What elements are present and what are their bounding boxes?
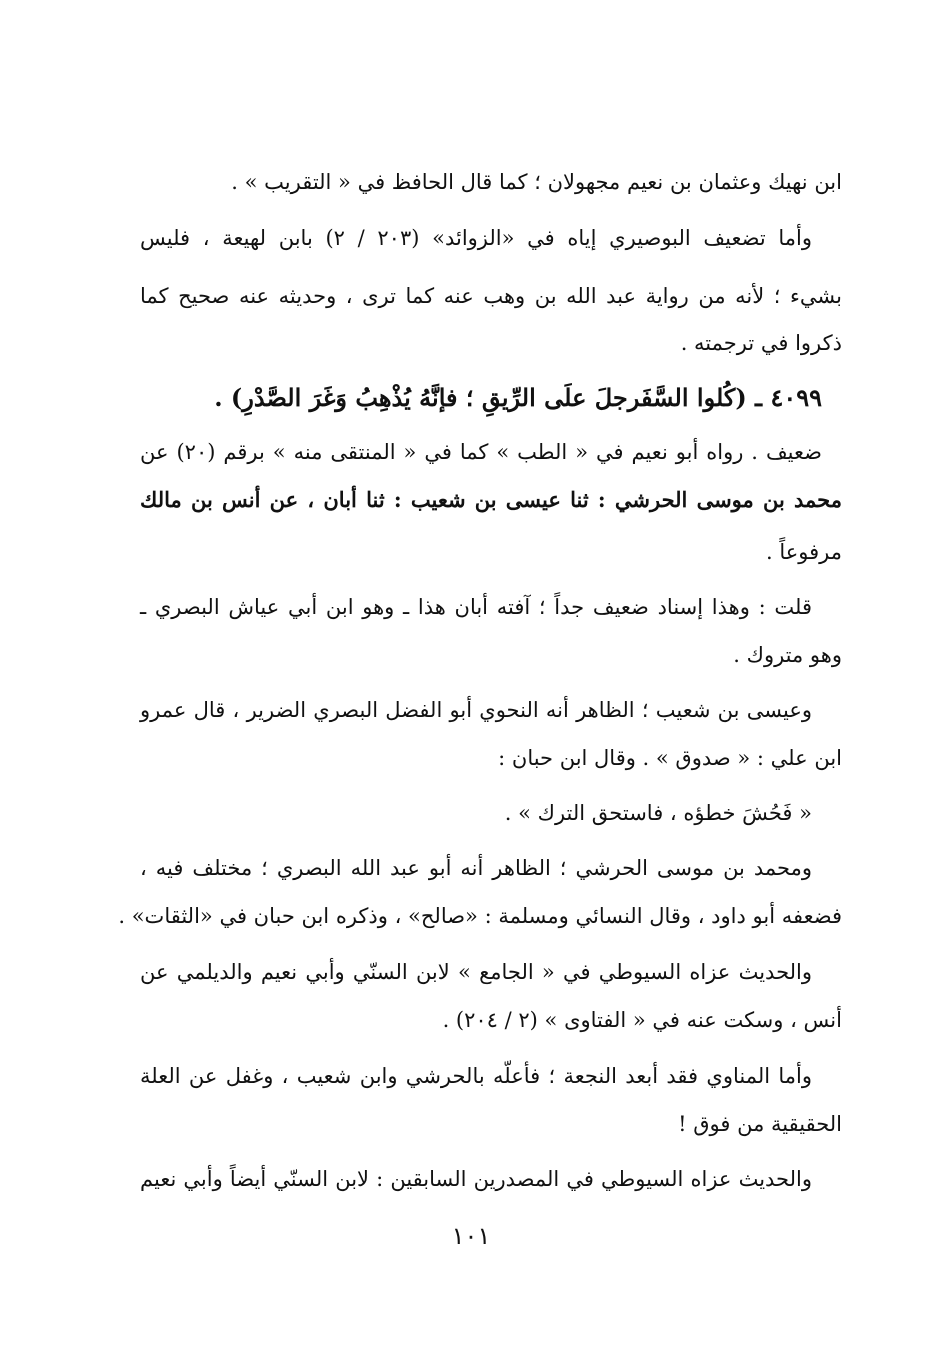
text-line: بشيء ؛ لأنه من رواية عبد الله بن وهب عنه كما ترى ، وحديثه عنه صحيح كما [140,284,842,308]
text-line: الحقيقية من فوق ! [678,1112,842,1136]
page-number: ١٠١ [451,1222,491,1250]
text-line: وأما تضعيف البوصيري إياه في «الزوائد» (٢٠٣ / ٢) بابن لهيعة ، فليس [140,226,812,250]
text-line: أنس ، وسكت عنه في « الفتاوى » (٢ / ٢٠٤) . [442,1008,842,1032]
text-line: وعيسى بن شعيب ؛ الظاهر أنه النحوي أبو الفضل البصري الضرير ، قال عمرو [140,698,812,722]
text-line: ومحمد بن موسى الحرشي ؛ الظاهر أنه أبو عبد الله البصري ؛ مختلف فيه ، [140,856,812,880]
text-line: محمد بن موسى الحرشي : ثنا عيسى بن شعيب : ثنا أبان ، عن أنس بن مالك [140,487,842,512]
text-line: قلت : وهذا إسناد ضعيف جداً ؛ آفته أبان هذا ـ وهو ابن أبي عياش البصري ـ [140,595,812,619]
quote-line: « فَحُشَ خطؤه ، فاستحق الترك » . [504,801,812,825]
text-line: ذكروا في ترجمته . [680,331,842,355]
text-line: ابن علي : « صدوق » . وقال ابن حبان : [498,746,842,770]
text-line: مرفوعاً . [765,540,842,564]
hadith-heading: ٤٠٩٩ ـ (كُلوا السَّفَرجلَ علَى الرِّيقِ ؛ فإنَّهُ يُذْهِبُ وَغَرَ الصَّدْرِ) . [214,383,822,412]
text-line: وهو متروك . [733,643,842,667]
text-line: ابن نهيك وعثمان بن نعيم مجهولان ؛ كما قال الحافظ في « التقريب » . [231,170,842,194]
text-line: والحديث عزاه السيوطي في « الجامع » لابن السنّي وأبي نعيم والديلمي عن [140,960,812,984]
text-line: ضعيف . رواه أبو نعيم في « الطب » كما في « المنتقى منه » برقم (٢٠) عن [140,440,822,464]
text-line: فضعفه أبو داود ، وقال النسائي ومسلمة : «صالح» ، وذكره ابن حبان في «الثقات» . [118,904,842,928]
text-line: وأما المناوي فقد أبعد النجعة ؛ فأعلّه بالحرشي وابن شعيب ، وغفل عن العلة [140,1064,812,1088]
text-line: والحديث عزاه السيوطي في المصدرين السابقين : لابن السنّي أيضاً وأبي نعيم [140,1167,812,1191]
